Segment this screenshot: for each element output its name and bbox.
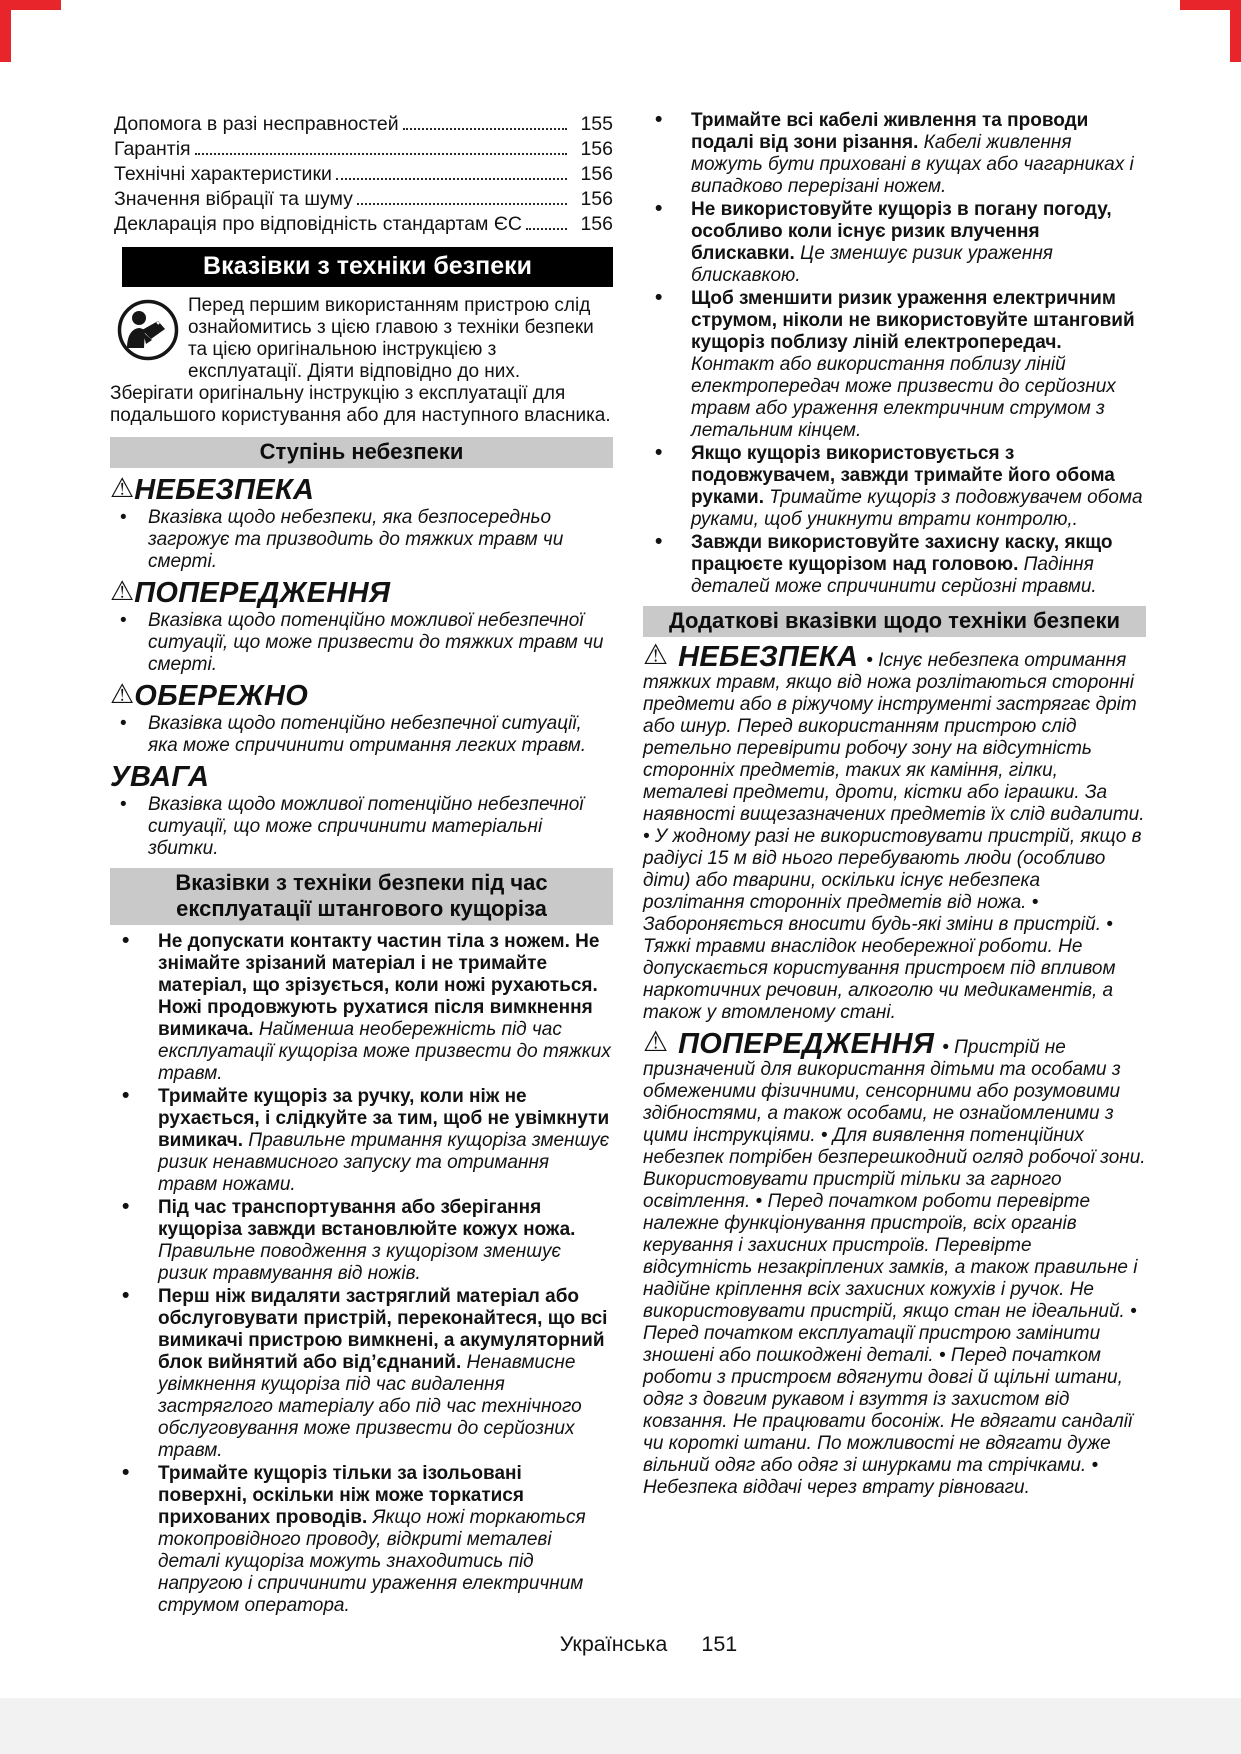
read-manual-icon: [116, 298, 180, 362]
safety-bullet-italic: Контакт або використання поблизу ліній електропередач може призвести до серйозних травм або ураження електричним струмом з летальним кінцем.: [691, 354, 1116, 441]
danger-level-caution: [110, 680, 613, 757]
footer-page-number: 151: [701, 1632, 738, 1656]
danger-level-heading: [110, 761, 613, 793]
right-column: [643, 110, 1146, 1618]
section-header-danger-levels: Ступінь небезпеки: [110, 437, 613, 468]
warning-triangle-icon: [110, 683, 134, 711]
danger-level-heading: [110, 474, 613, 506]
intro-text-continued: Зберігати оригінальну інструкцію з експлуатації для подальшого користування або для наступного власника.: [110, 383, 611, 426]
toc-entry-page: 156: [580, 188, 613, 210]
warning-alert: [643, 1030, 1146, 1499]
toc-entry: [114, 162, 613, 187]
danger-level-heading: [110, 680, 613, 712]
toc-leader-dots: [403, 128, 567, 130]
safety-bullet-italic: Найменша необережність під час експлуатації кущоріза може призвести до тяжких травм.: [158, 1019, 611, 1084]
safety-bullet: [110, 1197, 613, 1285]
safety-bullet: [643, 532, 1146, 598]
toc-leader-dots: [195, 153, 567, 155]
section-header-pole-hedge-trimmer: Вказівки з техніки безпеки під час експлуатації штангового кущоріза: [110, 868, 613, 925]
safety-bullet-bold: Перш ніж видаляти застряглий матеріал або обслуговувати пристрій, переконайтеся, що всі вимикачі пристрою вимкнені, а акумуляторний блок вийнятий або від’єднаний.: [158, 1286, 608, 1373]
toc-leader-dots: [336, 178, 567, 180]
warning-triangle-icon: [110, 580, 134, 608]
safety-bullet-italic: Якщо ножі торкаються токопровідного проводу, відкриті металеві деталі кущоріза можуть знаходитись під напругою і спричинити ураження електричним струмом оператора.: [158, 1507, 586, 1616]
toc-entry-page: 155: [580, 113, 613, 135]
footer-language: Українська: [559, 1632, 668, 1656]
danger-level-text: • Вказівка щодо потенційно небезпечної ситуації, яка може спричинити отримання легких травм.: [148, 713, 587, 756]
safety-bullet-italic: Правильне тримання кущоріза зменшує ризик ненавмисного запуску та отримання травм ножами.: [158, 1130, 610, 1195]
page-footer: [0, 1632, 1241, 1657]
page-edge-shadow: [0, 1698, 1241, 1754]
toc-entry-page: 156: [580, 213, 613, 235]
warning-alert-text: • Пристрій не призначений для використання дітьми та особами з обмеженими фізичними, сенсорними або розумовими здібностями, а також особами, не ознайомленими з цими інструкціями. • Для виявлення потенційних небезпек потрібен безперешкодний огляд робочої зони. Використовувати пристрій тільки за гарного освітлення. • Перед початком роботи перевірте належне функціонування пристроїв, всіх органів керування і захисних пристроїв. Перевірте відсутність незакріплених замків, а також правильне і надійне кріплення всіх захисних кожухів і ручок. Не використовувати пристрій, якщо стан не ідеальний. • Перед початком експлуатації пристрою замінити зношені або пошкоджені деталі. • Перед початком роботи з пристроєм вдягнути довгі й щільні штани, одяг з довгим рукавом і взуття із захистом від ковзання. Не працювати босоніж. Не вдягати сандалії чи короткі штани. По можливості не вдягати дуже вільний одяг або одяг зі шнурками та стрічками. • Небезпека віддачі через втрату рівноваги.: [643, 1037, 1146, 1498]
safety-bullet-bold: Тримайте кущоріз за ручку, коли ніж не рухається, і слідкуйте за тим, щоб не увімкнути вимикач.: [158, 1086, 610, 1151]
danger-level-attention: [110, 761, 613, 860]
safety-bullet-bold: Тримайте кущоріз тільки за ізольовані поверхні, оскільки ніж може торкатися прихованих проводів.: [158, 1463, 524, 1528]
safety-bullet-italic: Падіння деталей може спричинити серйозні травми.: [691, 554, 1097, 597]
table-of-contents: [114, 112, 613, 237]
danger-level-heading: [110, 577, 613, 609]
safety-bullet: [643, 288, 1146, 442]
safety-bullet: [110, 1286, 613, 1462]
crop-mark-top-right: [1180, 0, 1241, 62]
toc-entry: [114, 212, 613, 237]
danger-level-title: ОБЕРЕЖНО: [134, 680, 309, 712]
danger-alert-text: • Існує небезпека отримання тяжких травм, якщо від ножа розлітаються сторонні предмети або в ріжучому інструменті застрягає дріт або шнур. Перед використанням пристрою слід ретельно перевірити робочу зону на відсутність сторонніх предметів, таких як каміння, гілки, металеві предмети, дроти, кістки або іграшки. За наявності вищезазначених предметів їх слід видалити. • У жодному разі не використовувати пристрій, якщо в радіусі 15 м від нього перебувають люди (особливо діти) або тварини, оскільки існує небезпека розлітання сторонніх предметів від ножа. • Забороняється вносити будь-які зміни в пристрій. • Тяжкі травми внаслідок необережної роботи. Не допускається користування пристроєм під впливом наркотичних речовин, алкоголю чи медикаментів, а також у втомленому стані.: [643, 650, 1145, 1023]
safety-bullet-italic: Ненавмисне увімкнення кущоріза під час видалення застряглого матеріалу або під час технічного обслуговування може призвести до серйозних травм.: [158, 1352, 582, 1461]
page-content: [110, 110, 1146, 1618]
danger-level-danger: [110, 474, 613, 573]
toc-entry: [114, 137, 613, 162]
left-column: [110, 110, 613, 1618]
toc-leader-dots: [357, 203, 567, 205]
danger-alert: [643, 643, 1146, 1024]
safety-bullet-bold: Не допускати контакту частин тіла з ножем. Не знімайте зрізаний матеріал і не тримайте матеріал, що зрізується, коли ножі рухаються. Ножі продовжують рухатися після вимкнення вимикача.: [158, 931, 600, 1040]
toc-entry-label: Допомога в разі несправностей: [114, 113, 399, 135]
warning-triangle-icon: [643, 643, 678, 672]
safety-bullet-bold: Щоб зменшити ризик ураження електричним струмом, ніколи не використовуйте штанговий кущоріз поблизу ліній електропередач.: [691, 288, 1135, 353]
danger-alert-title: НЕБЕЗПЕКА: [678, 641, 859, 673]
danger-level-text: • Вказівка щодо можливої потенційно небезпечної ситуації, що може спричинити матеріальні збитки.: [148, 794, 584, 859]
section-header-additional-safety: Додаткові вказівки щодо техніки безпеки: [643, 606, 1146, 637]
section-header-safety-instructions: Вказівки з техніки безпеки: [122, 247, 613, 287]
safety-bullet-bold: Під час транспортування або зберігання кущоріза завжди встановлюйте кожух ножа.: [158, 1197, 576, 1240]
intro-text: Перед першим використанням пристрою слід ознайомитись з цією главою з техніки безпеки та цією оригінальною інструкцією з експлуатації. Діяти відповідно до них.: [188, 295, 594, 382]
safety-bullet-italic: Тримайте кущоріз з подовжувачем обома руками, щоб уникнути втрати контролю,.: [691, 487, 1143, 530]
safety-bullet: [110, 931, 613, 1085]
danger-level-title: УВАГА: [110, 761, 210, 793]
safety-bullet: [643, 199, 1146, 287]
danger-level-description: [110, 713, 613, 757]
toc-entry-label: Технічні характеристики: [114, 163, 332, 185]
toc-entry-page: 156: [580, 163, 613, 185]
warning-triangle-icon: [110, 477, 134, 505]
safety-bullet-bold: Тримайте всі кабелі живлення та проводи подалі від зони різання.: [691, 110, 1089, 153]
danger-level-description: [110, 794, 613, 860]
danger-level-text: • Вказівка щодо потенційно можливої небезпечної ситуації, що може призвести до тяжких травм чи смерті.: [148, 610, 604, 675]
safety-bullet: [643, 110, 1146, 198]
safety-bullet-bold: Завжди використовуйте захисну каску, якщо працюєте кущорізом над головою.: [691, 532, 1113, 575]
safety-bullet: [110, 1463, 613, 1617]
toc-entry-page: 156: [580, 138, 613, 160]
safety-bullet-bold: Не використовуйте кущоріз в погану погоду, особливо коли існує ризик влучення блискавки.: [691, 199, 1112, 264]
crop-mark-top-left: [0, 0, 61, 62]
danger-level-description: [110, 610, 613, 676]
danger-level-title: ПОПЕРЕДЖЕННЯ: [134, 577, 391, 609]
danger-level-text: • Вказівка щодо небезпеки, яка безпосередньо загрожує та призводить до тяжких травм чи смерті.: [148, 507, 564, 572]
toc-leader-dots: [526, 228, 567, 230]
safety-bullet-italic: Це зменшує ризик ураження блискавкою.: [691, 243, 1053, 286]
danger-level-description: [110, 507, 613, 573]
safety-bullet: [110, 1086, 613, 1196]
safety-bullet-italic: Кабелі живлення можуть бути приховані в кущах або чагарниках і випадково перерізані ножем.: [691, 132, 1134, 197]
safety-bullet: [643, 443, 1146, 531]
safety-bullet-italic: Правильне поводження з кущорізом зменшує ризик травмування від ножів.: [158, 1241, 561, 1284]
danger-level-title: НЕБЕЗПЕКА: [134, 474, 315, 506]
intro-block: [110, 295, 613, 427]
danger-level-warning: [110, 577, 613, 676]
toc-entry-label: Гарантія: [114, 138, 191, 160]
safety-bullet-bold: Якщо кущоріз використовується з подовжувачем, завжди тримайте його обома руками.: [691, 443, 1115, 508]
warning-triangle-icon: [643, 1030, 678, 1059]
toc-entry: [114, 112, 613, 137]
warning-alert-title: ПОПЕРЕДЖЕННЯ: [678, 1028, 935, 1060]
toc-entry-label: Значення вібрації та шуму: [114, 188, 353, 210]
toc-entry: [114, 187, 613, 212]
toc-entry-label: Декларація про відповідність стандартам ЄС: [114, 213, 522, 235]
